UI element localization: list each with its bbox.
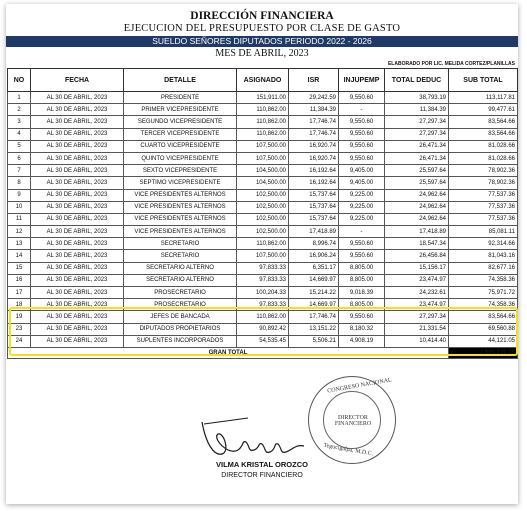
cell-no: 11 [8,213,31,225]
cell-injupemp: 9,550.60 [339,92,385,104]
cell-subtotal: 83,564.66 [449,311,518,323]
cell-subtotal: 77,537.36 [449,213,518,225]
cell-detalle: JEFES DE BANCADA [124,311,237,323]
cell-asignado: 104,500.00 [237,165,289,177]
cell-deduc: 38,793.19 [385,92,449,104]
cell-no: 3 [8,116,31,128]
cell-fecha: AL 30 DE ABRIL, 2023 [31,250,124,262]
cell-detalle: SECRETARIO ALTERNO [124,262,237,274]
cell-deduc: 18,547.34 [385,238,449,250]
cell-injupemp: 8,805.00 [339,262,385,274]
cell-deduc: 27,297.34 [385,128,449,140]
cell-asignado: 102,500.00 [237,189,289,201]
cell-isr: 17,418.89 [289,226,339,238]
cell-asignado: 97,833.33 [237,299,289,311]
cell-injupemp: 9,405.00 [339,177,385,189]
cell-isr: 16,920.74 [289,152,339,164]
signer-role: DIRECTOR FINANCIERO [221,472,303,479]
cell-injupemp: 9,225.00 [339,213,385,225]
cell-asignado: 100,204.33 [237,287,289,299]
cell-fecha: AL 30 DE ABRIL, 2023 [31,299,124,311]
table-row [8,226,518,238]
cell-injupemp: 9,018.39 [339,287,385,299]
signature-scribble [184,404,324,464]
table-row [8,238,518,250]
cell-isr: 11,384.39 [289,104,339,116]
cell-subtotal: 81,043.16 [449,250,518,262]
table-row [8,213,518,225]
cell-no: 2 [8,104,31,116]
cell-isr: 17,746.74 [289,116,339,128]
cell-asignado: 54,535.45 [237,335,289,347]
cell-subtotal: 83,564.66 [449,128,518,140]
column-header: TOTAL DEDUC [385,69,449,92]
cell-asignado: 110,862.00 [237,238,289,250]
cell-no: 18 [8,299,31,311]
cell-detalle: TERCER VICEPRESIDENTE [124,128,237,140]
table-row [8,128,518,140]
cell-injupemp: 9,550.60 [339,128,385,140]
document-title: DIRECCIÓN FINANCIERA [190,10,334,22]
cell-injupemp: 8,180.32 [339,323,385,335]
cell-subtotal: 83,564.66 [449,116,518,128]
cell-deduc: 24,232.61 [385,287,449,299]
cell-subtotal: 74,358.36 [449,299,518,311]
cell-subtotal: 77,537.36 [449,189,518,201]
cell-no: 12 [8,226,31,238]
cell-asignado: 110,862.00 [237,104,289,116]
seal-bottom-text: Tegucigalpa, M.D.C. [322,442,374,458]
cell-injupemp: 9,550.60 [339,116,385,128]
cell-detalle: DIPUTADOS PROPIETARIOS [124,323,237,335]
cell-no: 15 [8,262,31,274]
cell-subtotal: 77,537.36 [449,201,518,213]
cell-no: 17 [8,287,31,299]
cell-asignado: 97,833.33 [237,262,289,274]
cell-isr: 15,737.64 [289,189,339,201]
cell-fecha: AL 30 DE ABRIL, 2023 [31,213,124,225]
cell-detalle: SECRETARIO [124,250,237,262]
cell-detalle: SEGUNDO VICEPRESIDENTE [124,116,237,128]
cell-isr: 16,920.74 [289,140,339,152]
cell-deduc: 26,456.84 [385,250,449,262]
seal-top-text: CONGRESO NACIONAL [326,377,393,395]
prepared-by: ELABORADO POR LIC. MELIDA CORTEZ/PLANILLAS [387,61,515,67]
cell-no: 4 [8,128,31,140]
cell-isr: 15,214.22 [289,287,339,299]
cell-injupemp: - [339,226,385,238]
cell-no: 9 [8,189,31,201]
cell-detalle: SECRETARIO ALTERNO [124,274,237,286]
cell-no: 16 [8,274,31,286]
cell-subtotal: 78,902.36 [449,165,518,177]
table-row [8,177,518,189]
cell-no: 5 [8,140,31,152]
cell-asignado: 107,500.00 [237,250,289,262]
document-subtitle: EJECUCION DEL PRESUPUESTO POR CLASE DE GASTO [123,23,401,34]
table-row [8,262,518,274]
cell-detalle: CUARTO VICEPRESIDENTE [124,140,237,152]
cell-fecha: AL 30 DE ABRIL, 2023 [31,238,124,250]
cell-subtotal: 75,971.72 [449,287,518,299]
cell-isr: 14,669.97 [289,299,339,311]
cell-asignado: 110,862.00 [237,128,289,140]
cell-deduc: 24,962.64 [385,189,449,201]
cell-subtotal: 99,477.61 [449,104,518,116]
column-header: ASIGNADO [237,69,289,92]
cell-subtotal: 81,028.66 [449,152,518,164]
column-header: NO [8,69,31,92]
cell-isr: 15,737.64 [289,213,339,225]
cell-fecha: AL 30 DE ABRIL, 2023 [31,201,124,213]
cell-subtotal: 85,081.11 [449,226,518,238]
cell-injupemp: 9,550.60 [339,311,385,323]
cell-isr: 13,151.22 [289,323,339,335]
cell-asignado: 107,500.00 [237,140,289,152]
cell-asignado: 104,500.00 [237,177,289,189]
cell-asignado: 90,892.42 [237,323,289,335]
cell-detalle: PROSECRETARIO [124,299,237,311]
cell-detalle: SEXTO VICEPRESIDENTE [124,165,237,177]
seal-mid-text: DIRECTOR FINANCIERO [334,415,372,427]
cell-no: 7 [8,165,31,177]
cell-fecha: AL 30 DE ABRIL, 2023 [31,177,124,189]
cell-fecha: AL 30 DE ABRIL, 2023 [31,311,124,323]
cell-subtotal: 44,121.05 [449,335,518,347]
cell-subtotal: 113,117.81 [449,92,518,104]
cell-isr: 5,506.21 [289,335,339,347]
table-row [8,152,518,164]
cell-isr: 16,192.64 [289,165,339,177]
cell-deduc: 27,297.34 [385,116,449,128]
cell-fecha: AL 30 DE ABRIL, 2023 [31,335,124,347]
column-header: ISR [289,69,339,92]
cell-deduc: 23,474.97 [385,274,449,286]
cell-isr: 8,996.74 [289,238,339,250]
cell-subtotal: 81,028.66 [449,140,518,152]
cell-isr: 29,242.59 [289,92,339,104]
grand-total-amount: 1,695,249.98 [479,349,515,356]
cell-subtotal: 82,677.16 [449,262,518,274]
cell-deduc: 27,297.34 [385,311,449,323]
cell-deduc: 24,962.64 [385,213,449,225]
cell-fecha: AL 30 DE ABRIL, 2023 [31,104,124,116]
cell-detalle: PROSECRETARIO [124,287,237,299]
cell-deduc: 26,471.34 [385,152,449,164]
table-row [8,201,518,213]
cell-subtotal: 78,902.36 [449,177,518,189]
cell-subtotal: 92,314.66 [449,238,518,250]
cell-no: 24 [8,335,31,347]
cell-detalle: VICE PRESIDENTES ALTERNOS [124,189,237,201]
cell-fecha: AL 30 DE ABRIL, 2023 [31,92,124,104]
table-row [8,116,518,128]
cell-fecha: AL 30 DE ABRIL, 2023 [31,189,124,201]
cell-fecha: AL 30 DE ABRIL, 2023 [31,323,124,335]
cell-fecha: AL 30 DE ABRIL, 2023 [31,116,124,128]
column-header: SUB TOTAL [449,69,518,92]
currency-symbol: L [451,349,455,356]
cell-deduc: 25,597.64 [385,165,449,177]
cell-isr: 16,906.24 [289,250,339,262]
period-band: SUELDO SEÑORES DIPUTADOS PERIODO 2022 - 2026 [6,36,518,47]
cell-asignado: 151,911.00 [237,92,289,104]
cell-isr: 16,192.64 [289,177,339,189]
cell-asignado: 107,500.00 [237,152,289,164]
table-row [8,189,518,201]
cell-injupemp: 4,908.19 [339,335,385,347]
cell-deduc: 26,471.34 [385,140,449,152]
cell-isr: 17,746.74 [289,128,339,140]
cell-injupemp: 9,550.60 [339,238,385,250]
table-row [8,250,518,262]
table-row [8,165,518,177]
column-header: FECHA [31,69,124,92]
cell-detalle: PRIMER VICEPRESIDENTE [124,104,237,116]
month-label: MES DE ABRIL, 2023 [215,48,309,59]
cell-detalle: SEPTIMO VICEPRESIDENTE [124,177,237,189]
cell-no: 6 [8,152,31,164]
cell-detalle: VICE PRESIDENTES ALTERNOS [124,201,237,213]
cell-asignado: 97,833.33 [237,274,289,286]
cell-detalle: PRESIDENTE [124,92,237,104]
cell-deduc: 24,962.64 [385,201,449,213]
cell-fecha: AL 30 DE ABRIL, 2023 [31,262,124,274]
column-header: DETALLE [124,69,237,92]
cell-deduc: 11,384.39 [385,104,449,116]
cell-no: 19 [8,311,31,323]
cell-asignado: 102,500.00 [237,213,289,225]
cell-deduc: 17,418.89 [385,226,449,238]
cell-detalle: VICE PRESIDENTES ALTERNOS [124,226,237,238]
cell-fecha: AL 30 DE ABRIL, 2023 [31,128,124,140]
cell-deduc: 21,331.54 [385,323,449,335]
document-sheet [6,4,518,504]
cell-detalle: QUINTO VICEPRESIDENTE [124,152,237,164]
cell-fecha: AL 30 DE ABRIL, 2023 [31,274,124,286]
table-row [8,287,518,299]
table-row [8,140,518,152]
cell-isr: 15,737.64 [289,201,339,213]
cell-injupemp: 9,225.00 [339,201,385,213]
table-row [8,274,518,286]
cell-no: 13 [8,238,31,250]
cell-injupemp: 9,550.60 [339,140,385,152]
cell-injupemp: - [339,104,385,116]
cell-detalle: SUPLENTES INCORPORADOS [124,335,237,347]
table-row [8,104,518,116]
cell-no: 23 [8,323,31,335]
cell-injupemp: 8,805.00 [339,274,385,286]
cell-injupemp: 9,225.00 [339,189,385,201]
grand-total-label: GRAN TOTAL [8,347,449,358]
cell-subtotal: 74,358.36 [449,274,518,286]
cell-asignado: 102,500.00 [237,201,289,213]
cell-detalle: SECRETARIO [124,238,237,250]
cell-isr: 14,669.97 [289,274,339,286]
cell-injupemp: 9,550.60 [339,152,385,164]
signer-name: VILMA KRISTAL OROZCO [216,460,308,469]
cell-fecha: AL 30 DE ABRIL, 2023 [31,226,124,238]
column-header: INJUPEMP [339,69,385,92]
cell-asignado: 110,862.00 [237,311,289,323]
cell-isr: 17,746.74 [289,311,339,323]
cell-injupemp: 9,405.00 [339,165,385,177]
table-row [8,92,518,104]
cell-no: 14 [8,250,31,262]
cell-asignado: 110,862.00 [237,116,289,128]
cell-fecha: AL 30 DE ABRIL, 2023 [31,152,124,164]
cell-injupemp: 9,550.60 [339,250,385,262]
cell-deduc: 23,474.97 [385,299,449,311]
cell-isr: 6,351.17 [289,262,339,274]
table-header-row [8,69,518,92]
cell-no: 8 [8,177,31,189]
highlight-box [9,307,518,356]
cell-injupemp: 8,805.00 [339,299,385,311]
cell-fecha: AL 30 DE ABRIL, 2023 [31,165,124,177]
cell-subtotal: 69,560.88 [449,323,518,335]
cell-no: 10 [8,201,31,213]
cell-asignado: 102,500.00 [237,226,289,238]
official-seal [308,376,396,464]
cell-deduc: 15,156.17 [385,262,449,274]
cell-fecha: AL 30 DE ABRIL, 2023 [31,140,124,152]
cell-detalle: VICE PRESIDENTES ALTERNOS [124,213,237,225]
cell-deduc: 25,597.64 [385,177,449,189]
cell-fecha: AL 30 DE ABRIL, 2023 [31,287,124,299]
cell-no: 1 [8,92,31,104]
cell-deduc: 10,414.40 [385,335,449,347]
